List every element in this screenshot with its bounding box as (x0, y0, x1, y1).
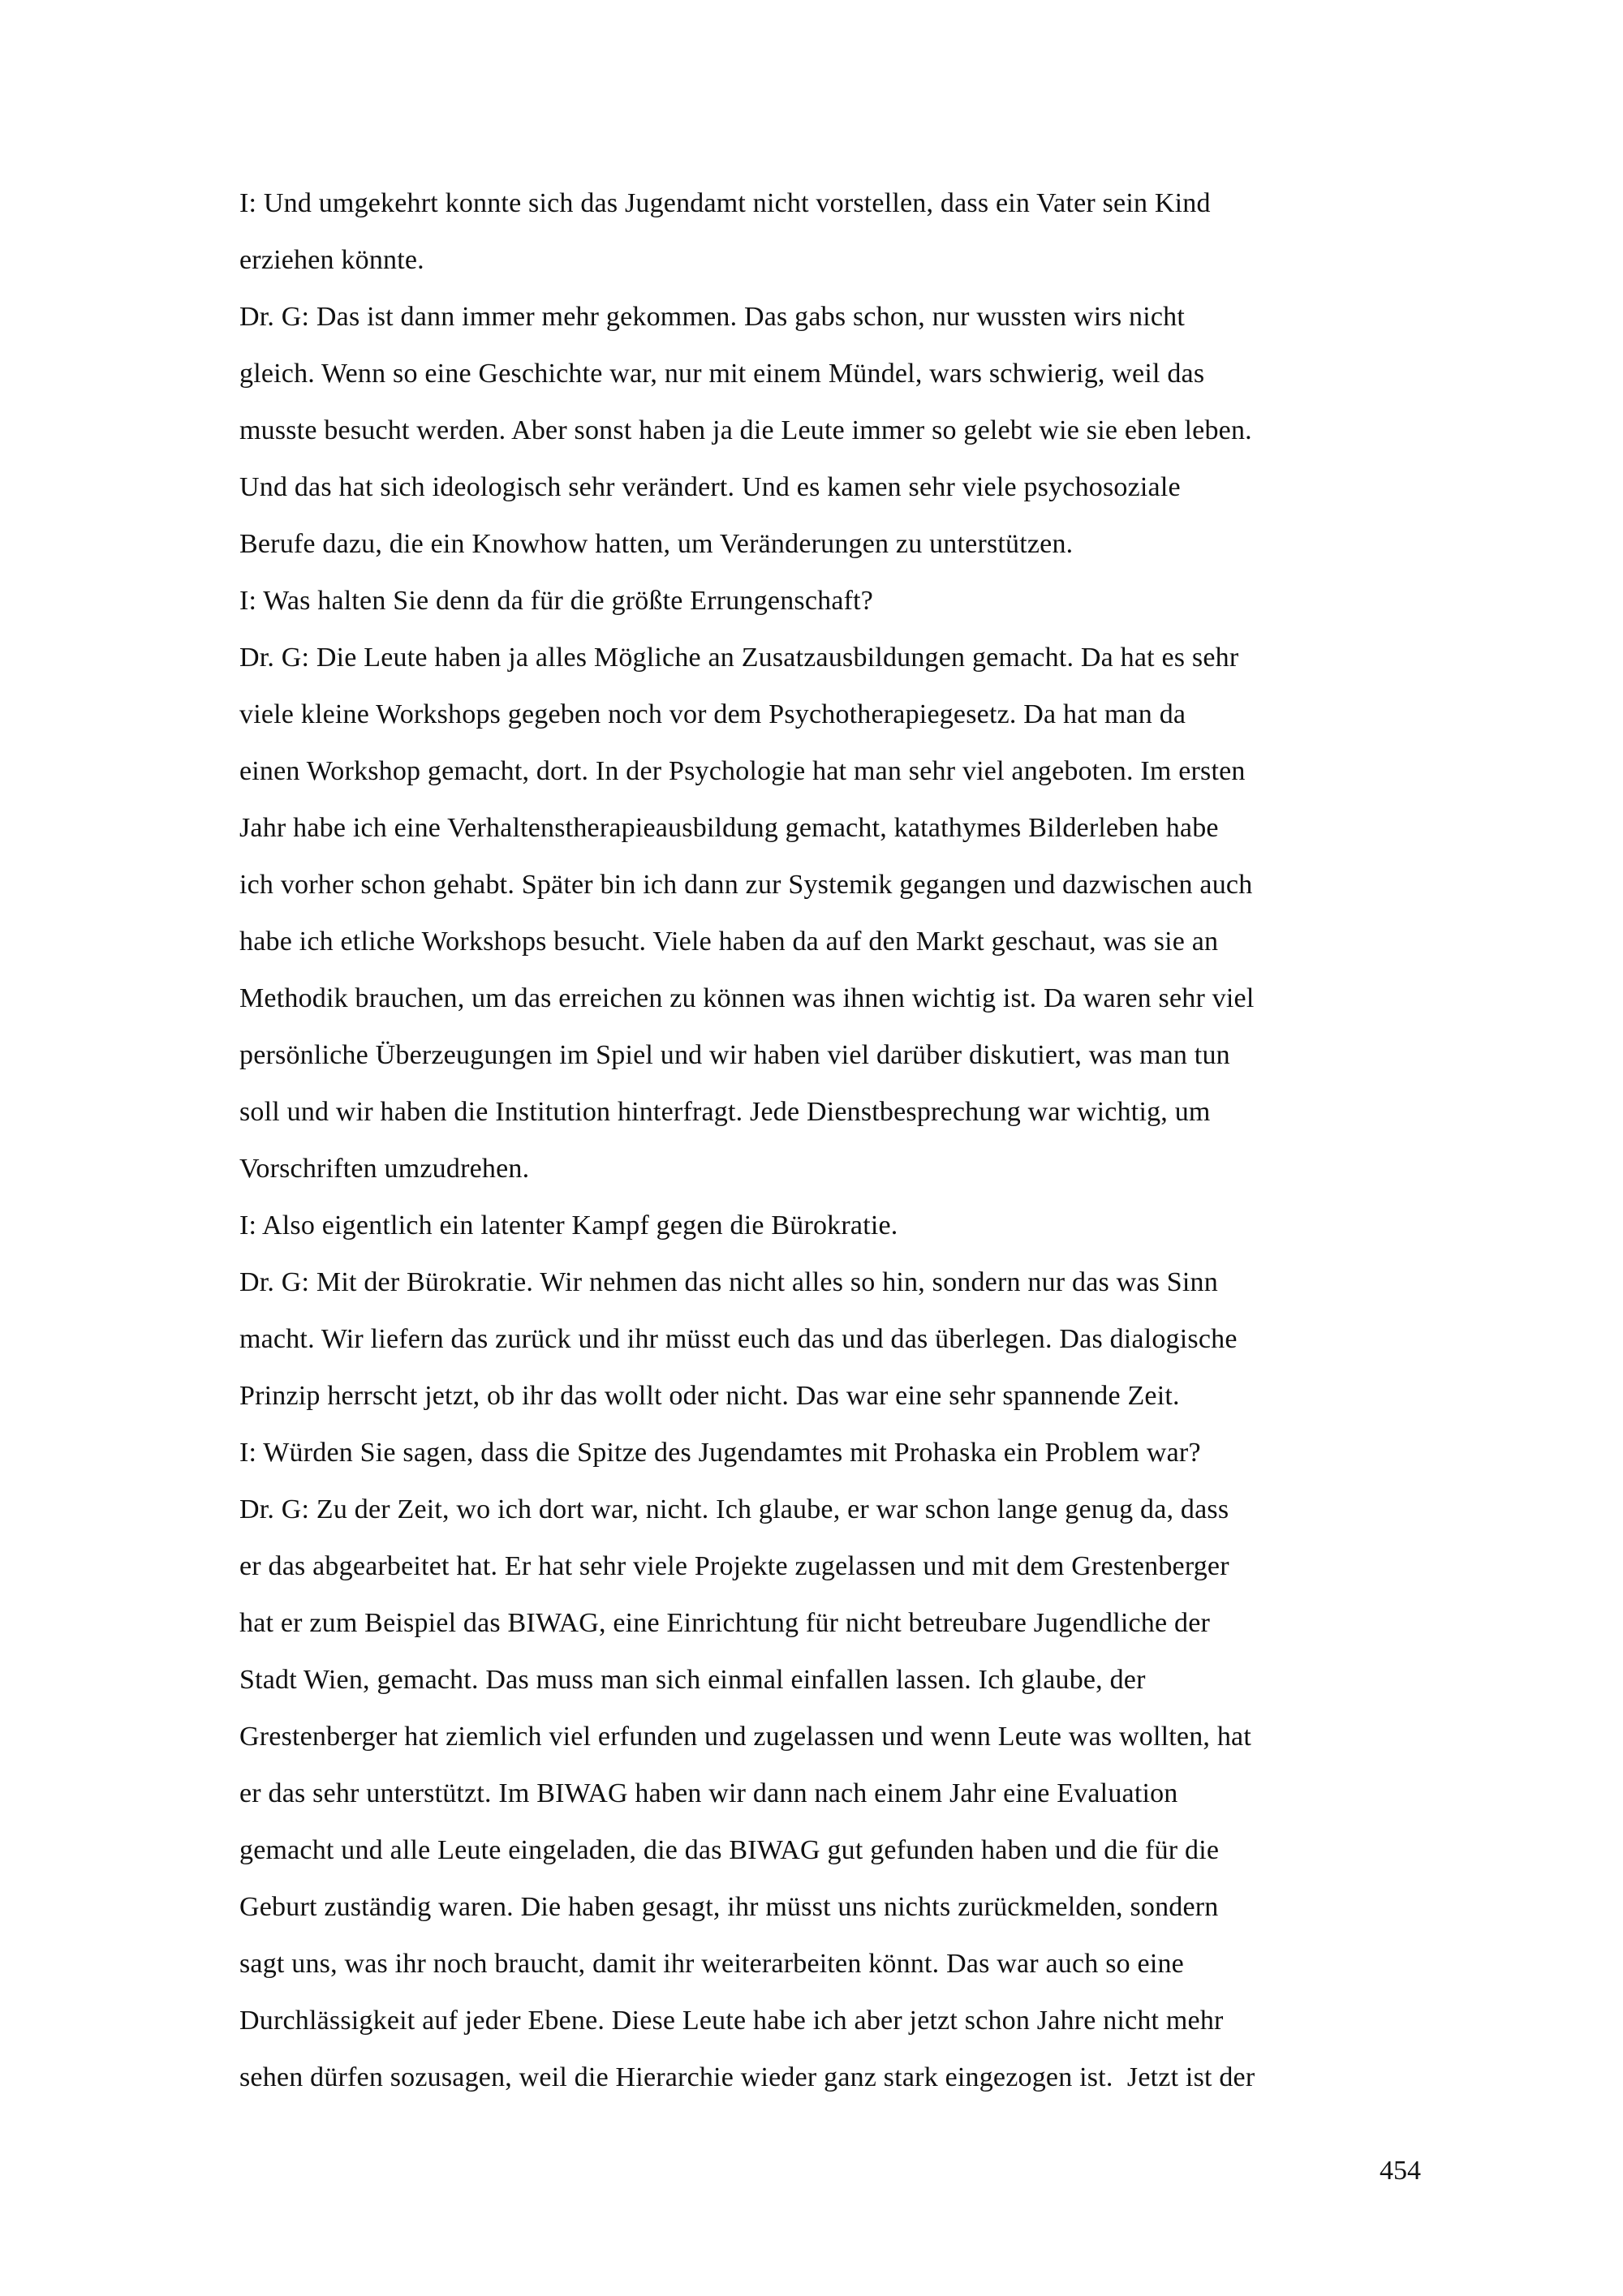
transcript-line: I: Also eigentlich ein latenter Kampf gegen die Bürokratie. (239, 1210, 898, 1240)
transcript-line: einen Workshop gemacht, dort. In der Psychologie hat man sehr viel angeboten. Im ersten (239, 756, 1246, 786)
transcript-line: Vorschriften umzudrehen. (239, 1154, 530, 1184)
transcript-line: Jahr habe ich eine Verhaltenstherapieausbildung gemacht, katathymes Bilderleben habe (239, 813, 1219, 843)
transcript-line: er das sehr unterstützt. Im BIWAG haben wir dann nach einem Jahr eine Evaluation (239, 1778, 1178, 1808)
transcript-line: Berufe dazu, die ein Knowhow hatten, um Veränderungen zu unterstützen. (239, 529, 1074, 559)
page-number: 454 (1380, 2156, 1421, 2186)
transcript-line: Und das hat sich ideologisch sehr verändert. Und es kamen sehr viele psychosoziale (239, 472, 1181, 502)
transcript-line: Methodik brauchen, um das erreichen zu können was ihnen wichtig ist. Da waren sehr viel (239, 983, 1255, 1013)
transcript-line: viele kleine Workshops gegeben noch vor dem Psychotherapiegesetz. Da hat man da (239, 699, 1186, 729)
transcript-line: musste besucht werden. Aber sonst haben ja die Leute immer so gelebt wie sie eben leben. (239, 415, 1252, 445)
transcript-line: persönliche Überzeugungen im Spiel und wir haben viel darüber diskutiert, was man tun (239, 1040, 1230, 1070)
transcript-line: Prinzip herrscht jetzt, ob ihr das wollt oder nicht. Das war eine sehr spannende Zeit. (239, 1381, 1180, 1411)
transcript-line: I: Und umgekehrt konnte sich das Jugendamt nicht vorstellen, dass ein Vater sein Kind (239, 188, 1211, 218)
transcript-line: gemacht und alle Leute eingeladen, die das BIWAG gut gefunden haben und die für die (239, 1835, 1220, 1865)
transcript-line: er das abgearbeitet hat. Er hat sehr viele Projekte zugelassen und mit dem Grestenberger (239, 1551, 1229, 1581)
transcript-line: I: Würden Sie sagen, dass die Spitze des Jugendamtes mit Prohaska ein Problem war? (239, 1438, 1201, 1468)
transcript-line: Dr. G: Die Leute haben ja alles Mögliche an Zusatzausbildungen gemacht. Da hat es sehr (239, 643, 1239, 673)
transcript-line: sagt uns, was ihr noch braucht, damit ihr weiterarbeiten könnt. Das war auch so eine (239, 1949, 1184, 1979)
transcript-line: sehen dürfen sozusagen, weil die Hierarchie wieder ganz stark eingezogen ist. Jetzt ist der (239, 2062, 1255, 2092)
transcript-text-block (239, 175, 1440, 2106)
transcript-line: Dr. G: Mit der Bürokratie. Wir nehmen das nicht alles so hin, sondern nur das was Sinn (239, 1267, 1218, 1297)
transcript-line: Grestenberger hat ziemlich viel erfunden und zugelassen und wenn Leute was wollten, hat (239, 1722, 1251, 1752)
transcript-line: soll und wir haben die Institution hinterfragt. Jede Dienstbesprechung war wichtig, um (239, 1097, 1211, 1127)
transcript-line: macht. Wir liefern das zurück und ihr müsst euch das und das überlegen. Das dialogische (239, 1324, 1238, 1354)
transcript-line: Dr. G: Zu der Zeit, wo ich dort war, nicht. Ich glaube, er war schon lange genug da, dass (239, 1494, 1229, 1524)
transcript-line: gleich. Wenn so eine Geschichte war, nur mit einem Mündel, wars schwierig, weil das (239, 359, 1205, 389)
transcript-line: habe ich etliche Workshops besucht. Viele haben da auf den Markt geschaut, was sie an (239, 927, 1219, 957)
transcript-line: Dr. G: Das ist dann immer mehr gekommen. Das gabs schon, nur wussten wirs nicht (239, 302, 1186, 332)
transcript-line: hat er zum Beispiel das BIWAG, eine Einrichtung für nicht betreubare Jugendliche der (239, 1608, 1211, 1638)
transcript-line: ich vorher schon gehabt. Später bin ich dann zur Systemik gegangen und dazwischen auch (239, 870, 1253, 900)
transcript-line: erziehen könnte. (239, 245, 424, 275)
transcript-line: Stadt Wien, gemacht. Das muss man sich einmal einfallen lassen. Ich glaube, der (239, 1665, 1146, 1695)
transcript-line: Durchlässigkeit auf jeder Ebene. Diese Leute habe ich aber jetzt schon Jahre nicht mehr (239, 2006, 1224, 2036)
transcript-line: Geburt zuständig waren. Die haben gesagt, ihr müsst uns nichts zurückmelden, sondern (239, 1892, 1219, 1922)
transcript-line: I: Was halten Sie denn da für die größte Errungenschaft? (239, 586, 874, 616)
